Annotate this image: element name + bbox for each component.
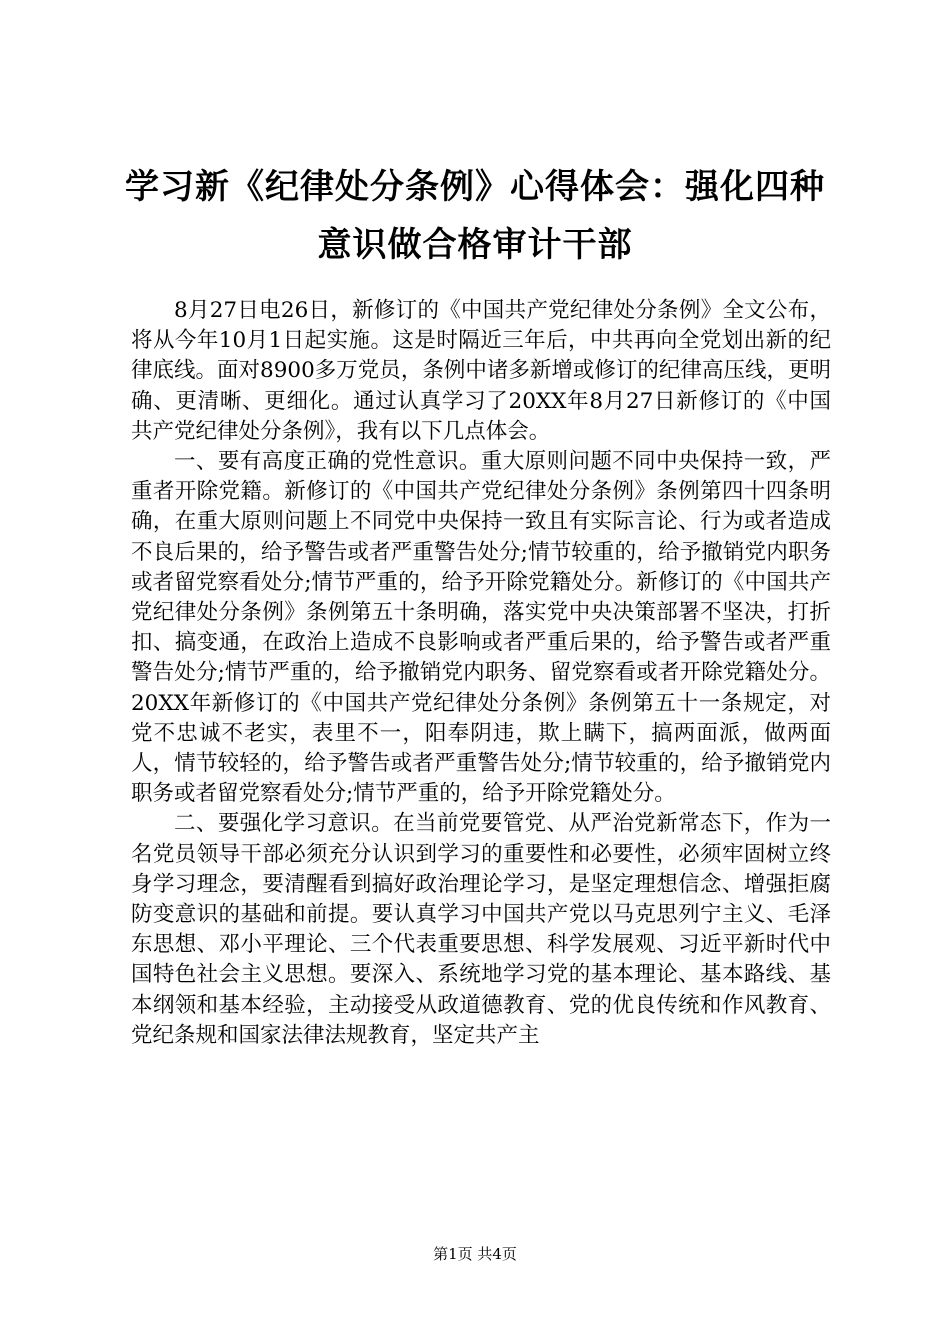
title-line-2: 意识做合格审计干部 xyxy=(317,225,633,265)
paragraph-section-2: 二、要强化学习意识。在当前党要管党、从严治党新常态下，作为一名党员领导干部必须充分认识到学习的重要性和必要性，必须牢固树立终身学习理念，要清醒看到搞好政治理论学习，是坚定理想信念、增强拒腐防变意识的基础和前提。要认真学习中国共产党以马克思列宁主义、毛泽东思想、邓小平理论、三个代表重要思想、科学发展观、习近平新时代中国特色社会主义思想。要深入、系统地学习党的基本理论、基本路线、基本纲领和基本经验，主动接受从政道德教育、党的优良传统和作风教育、党纪条规和国家法律法规教育，坚定共产主 xyxy=(131,811,831,1048)
paragraph-section-1: 一、要有高度正确的党性意识。重大原则问题不同中央保持一致，严重者开除党籍。新修订的《中国共产党纪律处分条例》条例第四十四条明确，在重大原则问题上不同党中央保持一致且有实际言论、行为或者造成不良后果的，给予警告或者严重警告处分;情节较重的，给予撤销党内职务或者留党察看处分;情节严重的，给予开除党籍处分。新修订的《中国共产党纪律处分条例》条例第五十条明确，落实党中央决策部署不坚决，打折扣、搞变通，在政治上造成不良影响或者严重后果的，给予警告或者严重警告处分;情节严重的，给予撤销党内职务、留党察看或者开除党籍处分。20XX年新修订的《中国共产党纪律处分条例》条例第五十一条规定，对党不忠诚不老实，表里不一，阳奉阴违，欺上瞒下，搞两面派，做两面人，情节较轻的，给予警告或者严重警告处分;情节较重的，给予撤销党内职务或者留党察看处分;情节严重的，给予开除党籍处分。 xyxy=(131,449,831,807)
title-line-1: 学习新《纪律处分条例》心得体会：强化四种 xyxy=(125,167,825,207)
paragraph-intro: 8月27日电26日，新修订的《中国共产党纪律处分条例》全文公布，将从今年10月1日起实施。这是时隔近三年后，中共再向全党划出新的纪律底线。面对8900多万党员，条例中诸多新增或修订的纪律高压线，更明确、更清晰、更细化。通过认真学习了20XX年8月27日新修订的《中国共产党纪律处分条例》，我有以下几点体会。 xyxy=(131,298,831,444)
page-number-footer: 第1页 共4页 xyxy=(433,1245,517,1263)
document-body xyxy=(131,296,831,1051)
document-title xyxy=(60,158,890,274)
